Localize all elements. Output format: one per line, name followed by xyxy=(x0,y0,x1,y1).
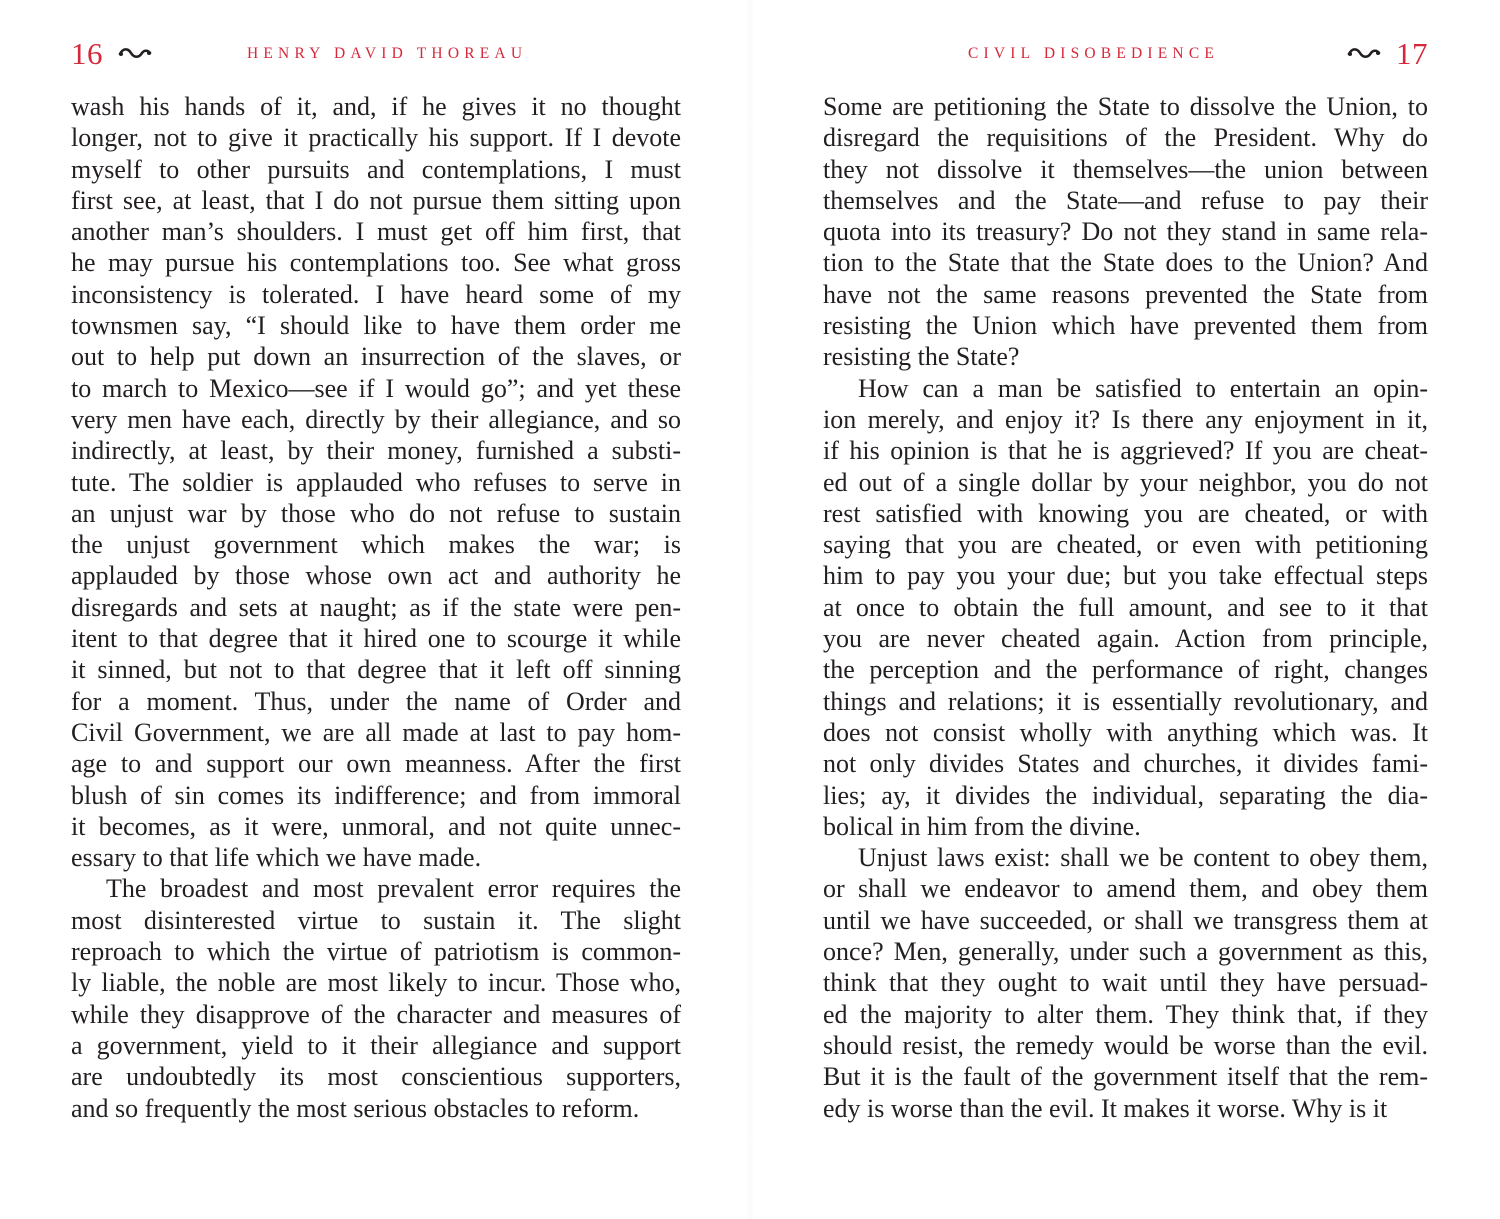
text-line: think that they ought to wait until they have persuad- xyxy=(823,968,1428,998)
text-line: ly liable, the noble are most likely to incur. Those who, xyxy=(71,968,681,998)
left-running-header xyxy=(71,30,681,78)
text-line: they not dissolve it themselves—the union between xyxy=(823,154,1428,184)
text-line: myself to other pursuits and contemplations, I must xyxy=(71,154,681,184)
text-line: But it is the fault of the government itself that the rem- xyxy=(823,1062,1428,1092)
text-line: lies; ay, it divides the individual, separating the dia- xyxy=(823,780,1428,810)
text-line: another man’s shoulders. I must get off him first, that xyxy=(71,217,681,247)
text-line: How can a man be satisfied to entertain an opin- xyxy=(858,373,1428,403)
right-running-header xyxy=(823,30,1428,78)
text-line: longer, not to give it practically his support. If I devote xyxy=(71,123,681,153)
text-line: tute. The soldier is applauded who refuses to serve in xyxy=(71,467,681,497)
text-line: Unjust laws exist: shall we be content to obey them, xyxy=(858,843,1428,873)
text-line: very men have each, directly by their allegiance, and so xyxy=(71,404,681,434)
text-line: disregards and sets at naught; as if the state were pen- xyxy=(71,592,681,622)
text-line: age to and support our own meanness. After the first xyxy=(71,749,681,779)
text-line: ed the majority to alter them. They think that, if they xyxy=(823,999,1428,1029)
paragraph xyxy=(823,91,1428,373)
text-line: an unjust war by those who do not refuse to sustain xyxy=(71,498,681,528)
text-line: The broadest and most prevalent error requires the xyxy=(106,874,681,904)
swash-ornament-icon xyxy=(118,45,152,61)
text-line: and so frequently the most serious obstacles to reform. xyxy=(71,1093,640,1123)
text-line: themselves and the State—and refuse to pay their xyxy=(823,185,1428,215)
text-line: Some are petitioning the State to dissolve the Union, to xyxy=(823,92,1428,121)
text-line: tion to the State that the State does to the Union? And xyxy=(823,248,1428,278)
text-line: have not the same reasons prevented the State from xyxy=(823,279,1428,309)
paragraph xyxy=(71,873,681,1123)
paragraph xyxy=(823,373,1428,842)
text-line: until we have succeeded, or shall we transgress them at xyxy=(823,905,1428,935)
text-line: he may pursue his contemplations too. See what gross xyxy=(71,248,681,278)
text-line: once? Men, generally, under such a government as this, xyxy=(823,937,1428,967)
text-line: resisting the State? xyxy=(823,342,1020,372)
text-line: are undoubtedly its most conscientious supporters, xyxy=(71,1062,681,1092)
text-line: applauded by those whose own act and authority he xyxy=(71,561,681,591)
text-line: it becomes, as it were, unmoral, and not quite unnec- xyxy=(71,811,681,841)
text-line: ed out of a single dollar by your neighbor, you do not xyxy=(823,467,1428,497)
right-page-body xyxy=(823,91,1428,1124)
text-line: itent to that degree that it hired one to scourge it while xyxy=(71,624,681,654)
text-line: while they disapprove of the character and measures of xyxy=(71,999,681,1029)
text-line: does not consist wholly with anything which was. It xyxy=(823,717,1428,747)
text-line: bolical in him from the divine. xyxy=(823,811,1141,841)
text-line: things and relations; it is essentially revolutionary, and xyxy=(823,686,1428,716)
text-line: it sinned, but not to that degree that it left off sinning xyxy=(71,655,681,685)
text-line: rest satisfied with knowing you are cheated, or with xyxy=(823,498,1428,528)
text-line: a government, yield to it their allegiance and support xyxy=(71,1030,681,1060)
text-line: at once to obtain the full amount, and see to it that xyxy=(823,592,1428,622)
text-line: if his opinion is that he is aggrieved? If you are cheat- xyxy=(823,436,1428,466)
page-number: 16 xyxy=(71,36,103,71)
text-line: should resist, the remedy would be worse than the evil. xyxy=(823,1030,1428,1060)
text-line: blush of sin comes its indifference; and from immoral xyxy=(71,780,681,810)
book-gutter xyxy=(746,0,754,1219)
left-page-body xyxy=(71,91,681,1124)
text-line: not only divides States and churches, it divides fami- xyxy=(823,749,1428,779)
text-line: first see, at least, that I do not pursue them sitting upon xyxy=(71,185,681,215)
text-line: Civil Government, we are all made at last to pay hom- xyxy=(71,717,681,747)
text-line: wash his hands of it, and, if he gives it no thought xyxy=(71,92,681,121)
running-head-author: HENRY DAVID THOREAU xyxy=(247,45,528,62)
swash-ornament-icon xyxy=(1347,45,1381,61)
text-line: edy is worse than the evil. It makes it worse. Why is it xyxy=(823,1093,1388,1123)
running-head-title: CIVIL DISOBEDIENCE xyxy=(968,45,1220,62)
right-page xyxy=(823,0,1428,1219)
text-line: for a moment. Thus, under the name of Order and xyxy=(71,686,681,716)
text-line: the unjust government which makes the war; is xyxy=(71,530,681,560)
left-page xyxy=(71,0,681,1219)
text-line: out to help put down an insurrection of the slaves, or xyxy=(71,342,681,372)
text-line: to march to Mexico—see if I would go”; and yet these xyxy=(71,373,681,403)
text-line: quota into its treasury? Do not they stand in same rela- xyxy=(823,217,1428,247)
text-line: essary to that life which we have made. xyxy=(71,843,482,873)
paragraph xyxy=(71,91,681,873)
text-line: ion merely, and enjoy it? Is there any enjoyment in it, xyxy=(823,404,1428,434)
text-line: inconsistency is tolerated. I have heard some of my xyxy=(71,279,681,309)
text-line: you are never cheated again. Action from principle, xyxy=(823,624,1428,654)
text-line: saying that you are cheated, or even with petitioning xyxy=(823,530,1428,560)
text-line: resisting the Union which have prevented them from xyxy=(823,311,1428,341)
text-line: most disinterested virtue to sustain it. The slight xyxy=(71,905,681,935)
paragraph xyxy=(823,842,1428,1124)
text-line: the perception and the performance of right, changes xyxy=(823,655,1428,685)
text-line: indirectly, at least, by their money, furnished a substi- xyxy=(71,436,681,466)
text-line: disregard the requisitions of the President. Why do xyxy=(823,123,1428,153)
text-line: him to pay you your due; but you take effectual steps xyxy=(823,561,1428,591)
text-line: townsmen say, “I should like to have them order me xyxy=(71,311,681,341)
text-line: reproach to which the virtue of patriotism is common- xyxy=(71,937,681,967)
page-number: 17 xyxy=(1396,36,1428,71)
text-line: or shall we endeavor to amend them, and obey them xyxy=(823,874,1428,904)
